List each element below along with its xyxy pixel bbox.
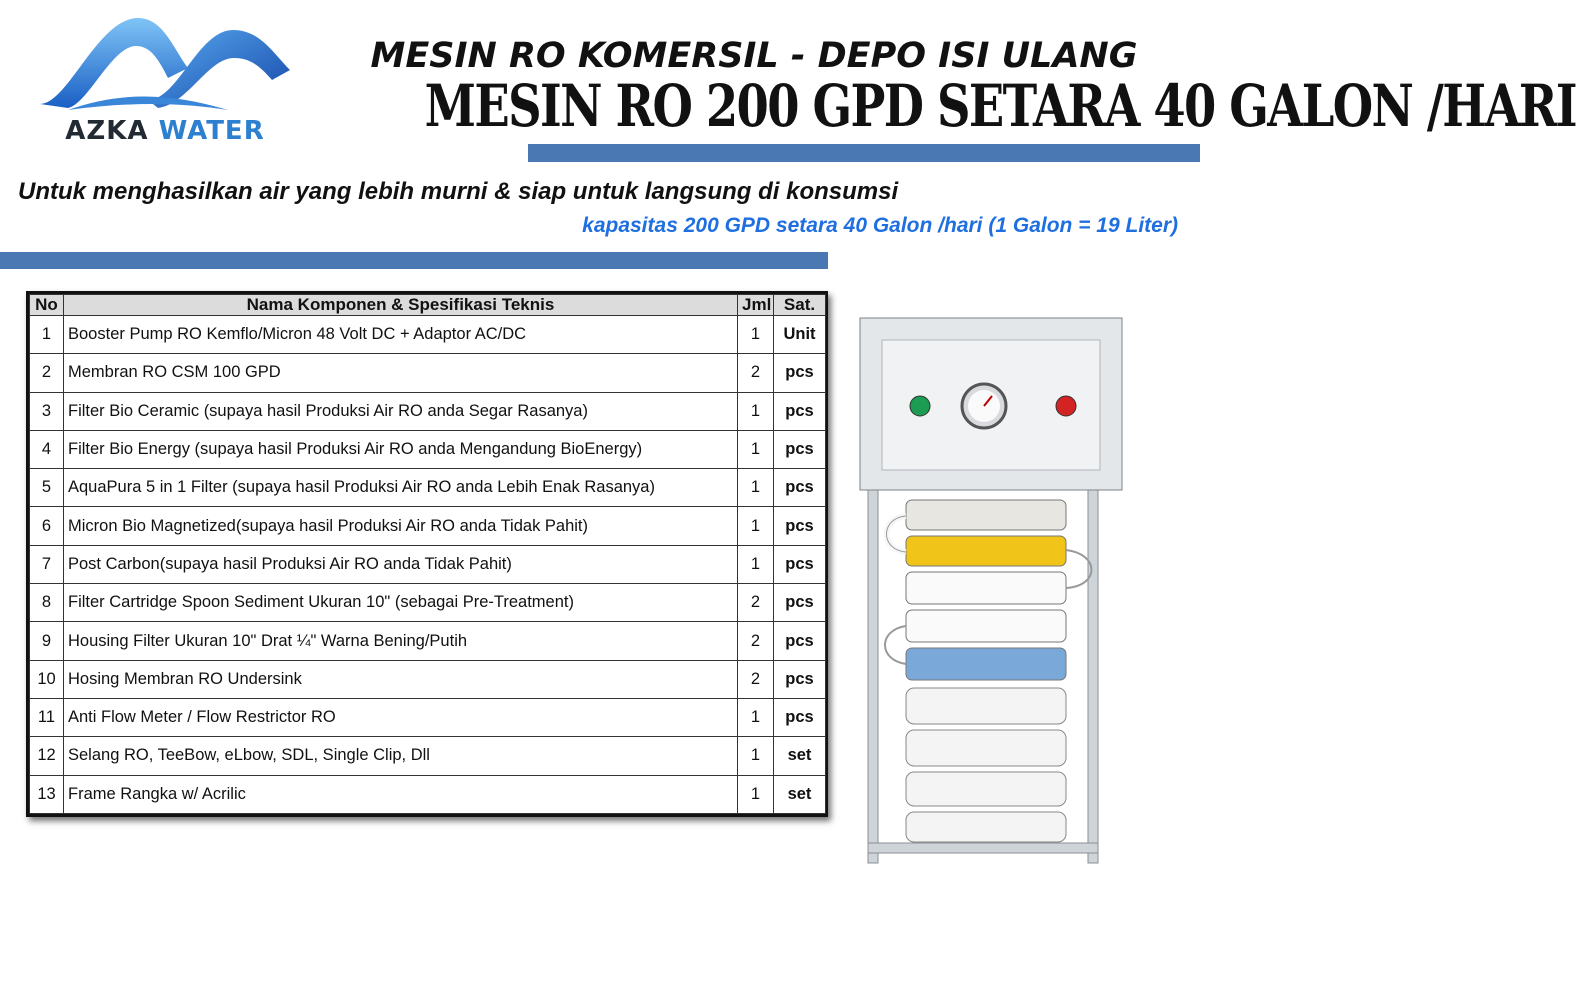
cell-jml: 1 [738,775,774,813]
table-body [30,316,826,814]
page-subtitle: MESIN RO KOMERSIL - DEPO ISI ULANG [370,36,1138,76]
table-row [30,316,826,354]
cell-sat: pcs [774,392,826,430]
cell-name: Filter Bio Energy (supaya hasil Produksi Air RO anda Mengandung BioEnergy) [64,430,738,468]
header-sat: Sat. [774,295,826,316]
cell-no: 2 [30,354,64,392]
cell-no: 7 [30,545,64,583]
cell-no: 12 [30,737,64,775]
brand-wordmark [34,116,296,146]
cell-name: Membran RO CSM 100 GPD [64,354,738,392]
cell-name: AquaPura 5 in 1 Filter (supaya hasil Produksi Air RO anda Lebih Enak Rasanya) [64,469,738,507]
cell-jml: 2 [738,660,774,698]
table-row [30,430,826,468]
cell-no: 3 [30,392,64,430]
table-row [30,469,826,507]
cell-sat: set [774,775,826,813]
header-jml: Jml [738,295,774,316]
cell-name: Frame Rangka w/ Acrilic [64,775,738,813]
table-row [30,545,826,583]
cell-no: 8 [30,584,64,622]
cell-sat: pcs [774,430,826,468]
cell-sat: pcs [774,469,826,507]
cell-name: Anti Flow Meter / Flow Restrictor RO [64,698,738,736]
cell-jml: 1 [738,469,774,507]
cell-jml: 1 [738,316,774,354]
table-row [30,354,826,392]
cell-sat: pcs [774,354,826,392]
cell-jml: 2 [738,584,774,622]
cell-name: Booster Pump RO Kemflo/Micron 48 Volt DC + Adaptor AC/DC [64,316,738,354]
ro-machine-image [860,318,1122,868]
capacity-note: kapasitas 200 GPD setara 40 Galon /hari (1 Galon = 19 Liter) [582,214,1178,237]
brand-word-2: WATER [158,116,265,146]
accent-bar-middle [0,252,828,269]
table-row [30,698,826,736]
cell-no: 9 [30,622,64,660]
cell-sat: pcs [774,698,826,736]
cell-name: Filter Bio Ceramic (supaya hasil Produksi Air RO anda Segar Rasanya) [64,392,738,430]
table-row [30,737,826,775]
cell-jml: 2 [738,354,774,392]
wave-logo-icon [28,8,296,118]
table-row [30,775,826,813]
brand-word-1: AZKA [65,116,149,146]
cell-no: 13 [30,775,64,813]
cell-sat: pcs [774,545,826,583]
cell-no: 1 [30,316,64,354]
cell-jml: 1 [738,737,774,775]
cell-no: 4 [30,430,64,468]
cell-sat: pcs [774,584,826,622]
cell-name: Housing Filter Ukuran 10" Drat ¼" Warna Bening/Putih [64,622,738,660]
cell-name: Selang RO, TeeBow, eLbow, SDL, Single Clip, Dll [64,737,738,775]
cell-no: 11 [30,698,64,736]
page-title: MESIN RO 200 GPD SETARA 40 GALON /HARI [424,72,1576,140]
table-row [30,660,826,698]
cell-sat: pcs [774,660,826,698]
cell-name: Post Carbon(supaya hasil Produksi Air RO anda Tidak Pahit) [64,545,738,583]
table-header-row [30,295,826,316]
cell-sat: pcs [774,622,826,660]
accent-bar-top [528,144,1200,162]
spec-table [29,294,826,814]
cell-no: 5 [30,469,64,507]
cell-sat: Unit [774,316,826,354]
header-name: Nama Komponen & Spesifikasi Teknis [64,295,738,316]
cell-no: 6 [30,507,64,545]
table-row [30,622,826,660]
cell-jml: 1 [738,430,774,468]
cell-jml: 1 [738,507,774,545]
table-row [30,392,826,430]
cell-jml: 1 [738,545,774,583]
cell-name: Micron Bio Magnetized(supaya hasil Produksi Air RO anda Tidak Pahit) [64,507,738,545]
tagline: Untuk menghasilkan air yang lebih murni & siap untuk langsung di konsumsi [18,178,899,205]
cell-jml: 1 [738,698,774,736]
cell-jml: 2 [738,622,774,660]
cell-sat: set [774,737,826,775]
cell-jml: 1 [738,392,774,430]
table-row [30,507,826,545]
header-no: No [30,295,64,316]
cell-name: Hosing Membran RO Undersink [64,660,738,698]
brand-logo [28,8,296,146]
spec-table-frame [26,291,828,817]
cell-no: 10 [30,660,64,698]
cell-name: Filter Cartridge Spoon Sediment Ukuran 10" (sebagai Pre-Treatment) [64,584,738,622]
table-row [30,584,826,622]
cell-sat: pcs [774,507,826,545]
